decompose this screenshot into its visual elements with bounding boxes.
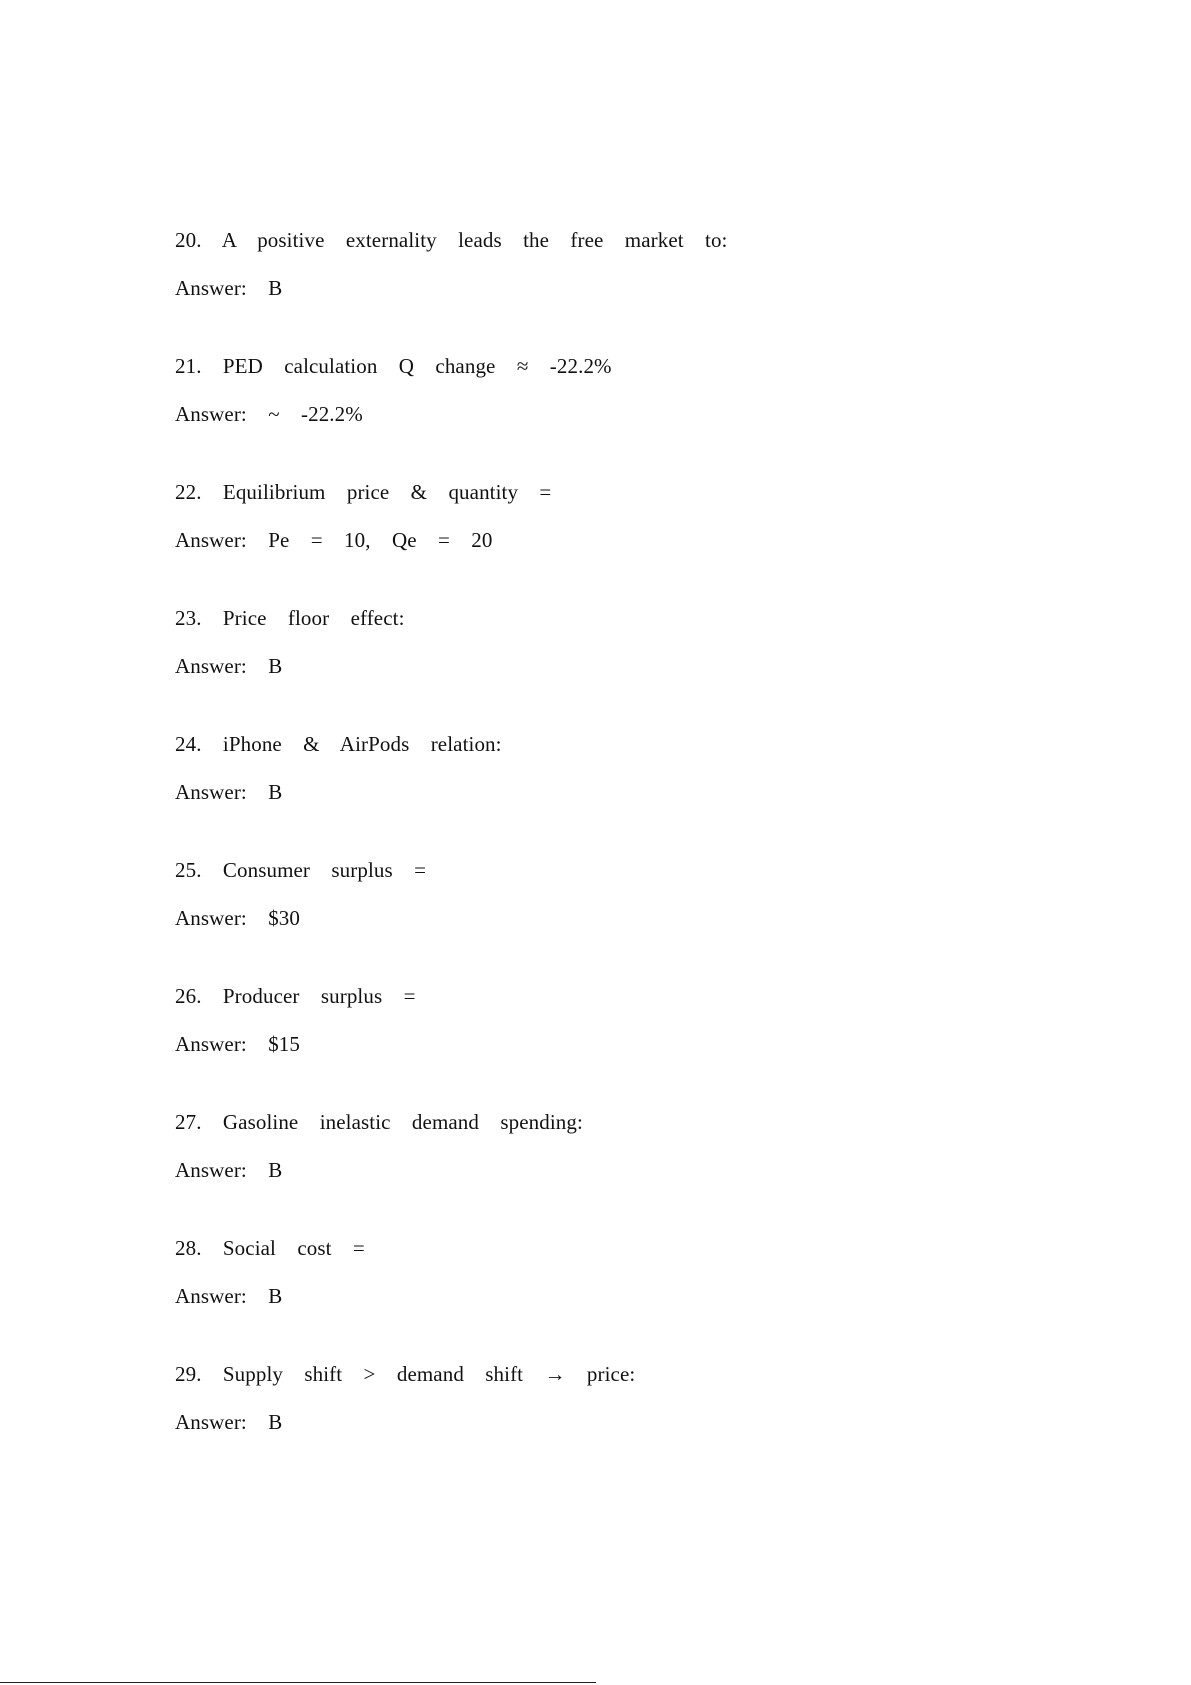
question-answer-list — [175, 226, 1075, 1486]
question-text: 27. Gasoline inelastic demand spending: — [175, 1110, 583, 1134]
question-text: 29. Supply shift > demand shift → price: — [175, 1362, 636, 1386]
question-text: 24. iPhone & AirPods relation: — [175, 732, 502, 756]
question-29 — [175, 1360, 1075, 1486]
question-24 — [175, 730, 1075, 856]
answer-text: Answer: $15 — [175, 1032, 301, 1056]
question-27 — [175, 1108, 1075, 1234]
question-25 — [175, 856, 1075, 982]
question-23 — [175, 604, 1075, 730]
answer-text: Answer: ~ -22.2% — [175, 402, 363, 426]
answer-text: Answer: B — [175, 654, 283, 678]
question-text: 28. Social cost = — [175, 1236, 365, 1260]
question-text: 23. Price floor effect: — [175, 606, 405, 630]
question-text: 25. Consumer surplus = — [175, 858, 427, 882]
question-text: 26. Producer surplus = — [175, 984, 416, 1008]
question-22 — [175, 478, 1075, 604]
answer-text: Answer: Pe = 10, Qe = 20 — [175, 528, 493, 552]
question-text: 21. PED calculation Q change ≈ -22.2% — [175, 354, 612, 378]
answer-text: Answer: B — [175, 1284, 283, 1308]
question-20 — [175, 226, 1075, 352]
answer-text: Answer: B — [175, 276, 283, 300]
question-26 — [175, 982, 1075, 1108]
answer-text: Answer: B — [175, 1410, 283, 1434]
footer-divider — [0, 1682, 596, 1683]
answer-text: Answer: $30 — [175, 906, 301, 930]
answer-text: Answer: B — [175, 780, 283, 804]
question-text: 20. A positive externality leads the free market to: — [175, 228, 728, 252]
question-21 — [175, 352, 1075, 478]
answer-text: Answer: B — [175, 1158, 283, 1182]
question-28 — [175, 1234, 1075, 1360]
question-text: 22. Equilibrium price & quantity = — [175, 480, 552, 504]
